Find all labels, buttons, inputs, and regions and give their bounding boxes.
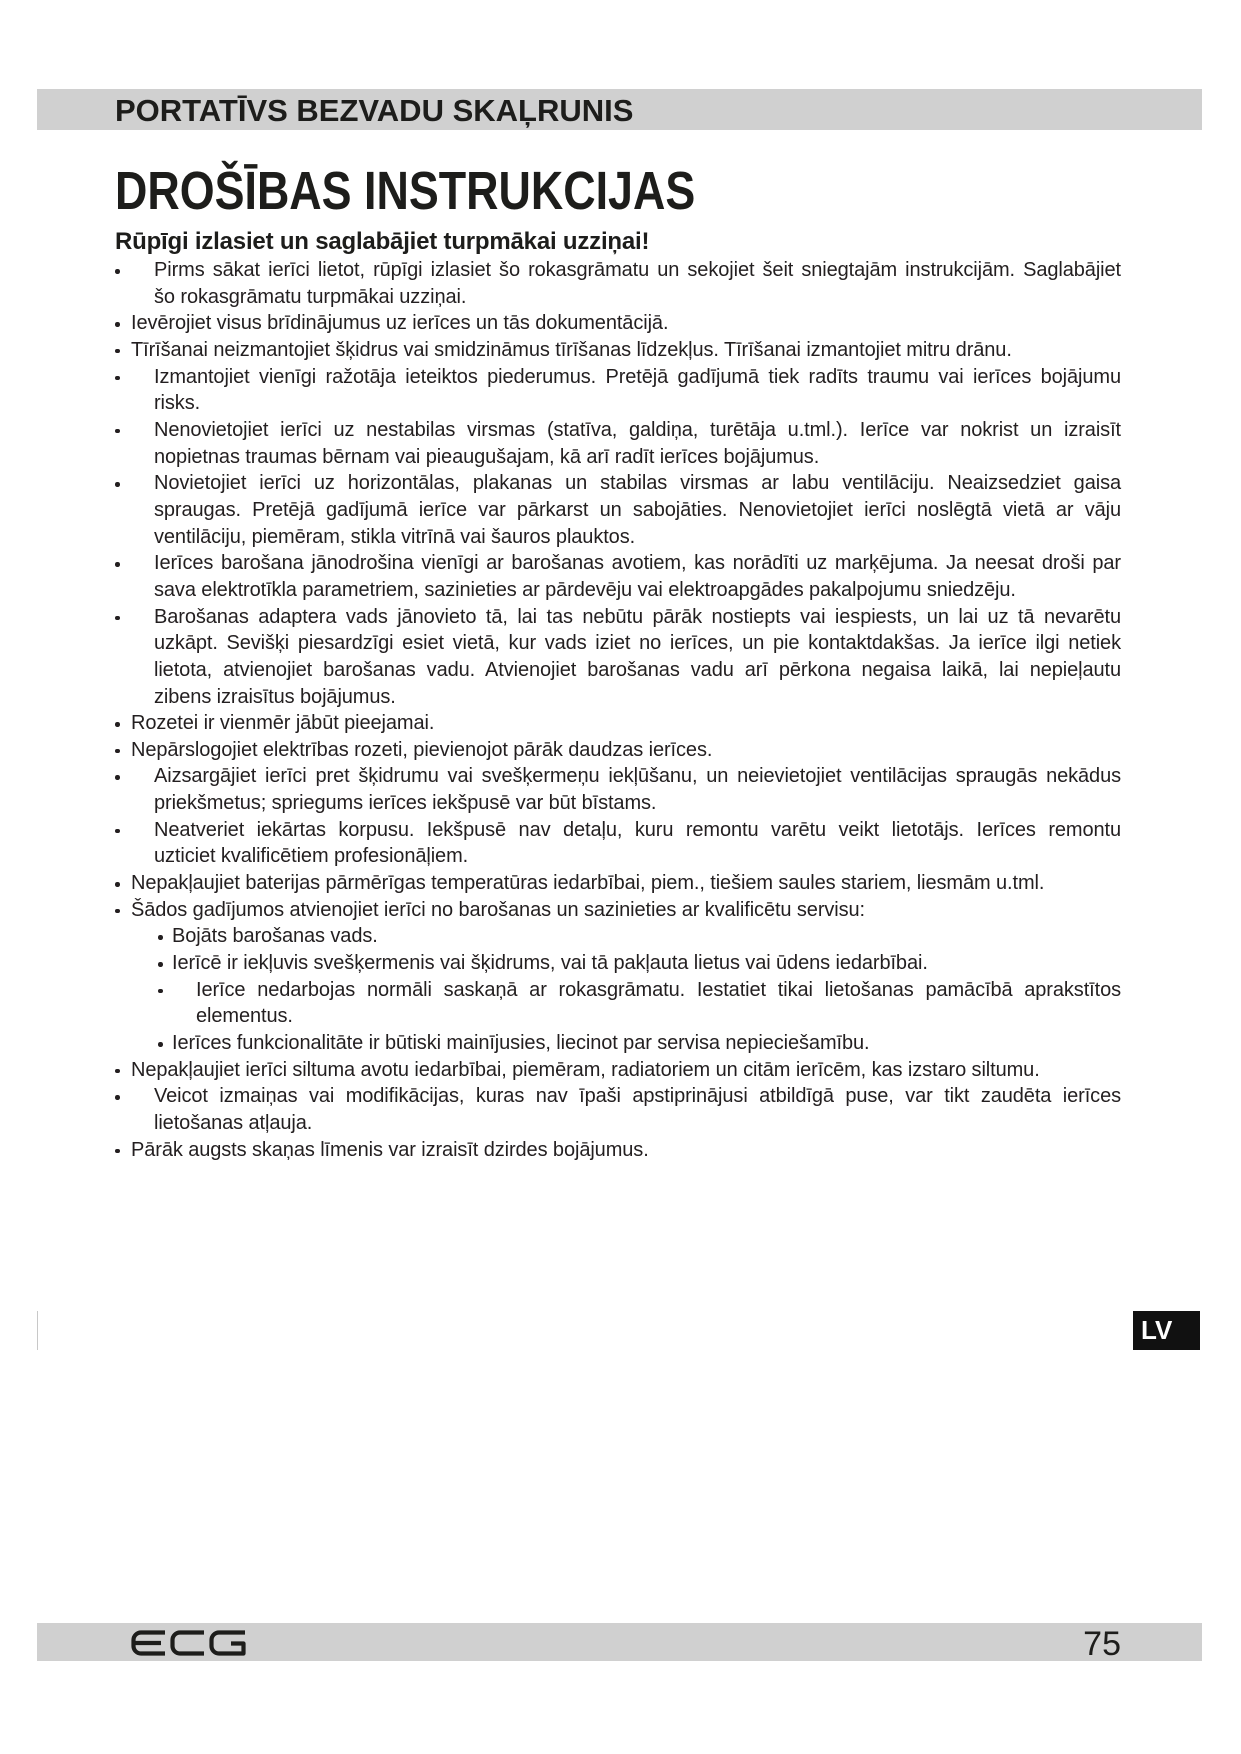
list-item [0,870,1241,897]
bullet-icon [158,962,163,967]
bullet-icon [115,775,120,780]
bullet-icon [158,1042,163,1047]
bullet-icon [115,429,120,434]
list-item-text: Pirms sākat ierīci lietot, rūpīgi izlasiet šo rokasgrāmatu un sekojiet šeit sniegtajām instrukcijām. Saglabājiet [154,259,1121,281]
list-item [0,710,1241,737]
list-item-text: Nepakļaujiet ierīci siltuma avotu iedarbībai, piemēram, radiatoriem un citām ierīcēm, kas izstaro siltumu. [131,1058,1040,1081]
list-item-text: Nenovietojiet ierīci uz nestabilas virsmas (statīva, galdiņa, turētāja u.tml.). Ierīce var nokrist un izraisīt [154,418,1121,441]
list-item [0,604,1241,711]
list-item-text: uzticiet kvalificētiem profesionāļiem. [154,845,469,868]
list-item-text: nopietnas traumas bērnam vai pieaugušajam, kā arī radīt ierīces bojājumus. [154,445,820,468]
bullet-icon [115,269,120,274]
bullet-icon [115,322,120,327]
list-item-text: Šādos gadījumos atvienojiet ierīci no barošanas un sazinieties ar kvalificētu servisu: [131,898,866,921]
list-item-text: risks. [154,392,201,415]
bullet-icon [115,376,120,381]
list-item-text: Novietojiet ierīci uz horizontālas, plakanas un stabilas virsmas ar labu ventilāciju. Neaizsedziet gaisa [154,472,1121,495]
list-item-text: Izmantojiet vienīgi ražotāja ieteiktos piederumus. Pretējā gadījumā tiek radīts traumu vai ierīces bojājumu [154,365,1121,388]
list-item-text: spraugas. Pretējā gadījumā ierīce var pārkarst un sabojāties. Nenovietojiet ierīci noslēgtā vietā ar vāju [154,498,1121,521]
sub-list-item [0,977,1241,1030]
sub-list-item [0,950,1241,977]
sub-list-item-text: Ierīce nedarbojas normāli saskaņā ar rokasgrāmatu. Iestatiet tikai lietošanas pamācībā aprakstītos [196,978,1121,1001]
list-item-with-subitems [0,897,1241,1057]
list-item-text: lietošanas atļauja. [154,1112,313,1134]
bullet-icon [115,349,120,354]
list-item [0,470,1241,550]
sub-list-item-text: Ierīces funkcionalitāte ir būtiski mainījusies, liecinot par servisa nepieciešamību. [172,1032,870,1055]
list-item [0,737,1241,764]
logo-letter-e [134,1633,166,1654]
list-item-text: Nepakļaujiet baterijas pārmērīgas temperatūras iedarbībai, piem., tiešiem saules stariem, liesmām u.tml. [131,872,1045,895]
sub-list-item-text: Bojāts barošanas vads. [172,925,378,948]
list-item [0,257,1241,310]
language-tab: LV [1133,1311,1200,1350]
bullet-icon [115,909,120,914]
list-item-text: sava elektrotīkla parametriem, sazinieties ar pārdevēju vai elektroapgādes pakalpojumu sniedzēju. [154,578,1016,601]
list-item [0,817,1241,870]
sub-list-item-text: Ierīcē ir iekļuvis svešķermenis vai šķidrums, vai tā pakļauta lietus vai ūdens iedarbībai. [172,952,928,975]
bullet-icon [115,616,120,621]
list-item [0,417,1241,470]
list-item-text: Veicot izmaiņas vai modifikācijas, kuras nav īpaši apstiprinājusi atbildīgā puse, var tikt zaudēta ierīces [154,1085,1121,1108]
logo-letter-c [173,1633,205,1654]
bullet-icon [115,482,120,487]
list-item-text: Barošanas adaptera vads jānovieto tā, lai tas nebūtu pārāk nostiepts vai iespiests, un lai uz tā nevarētu [154,605,1121,628]
list-item-text: zibens izraisītus bojājumus. [154,685,396,708]
list-item [0,364,1241,417]
page-number: 75 [1083,1625,1121,1663]
safety-list [0,257,1241,1163]
list-item [0,1083,1241,1136]
list-item-text: Ierīces barošana jānodrošina vienīgi ar barošanas avotiem, kas norādīti uz marķējuma. Ja neesat droši par [154,552,1121,575]
list-item-text: Nepārslogojiet elektrības rozeti, pievienojot pārāk daudzas ierīces. [131,738,713,761]
list-item-text: uzkāpt. Sevišķi piesardzīgi esiet vietā, kur vads iziet no ierīces, un pie kontaktdakšas. Ja ierīce ilgi netiek [154,632,1121,655]
subtitle: Rūpīgi izlasiet un saglabājiet turpmākai uzziņai! [115,228,650,255]
sub-list-item [0,1030,1241,1057]
list-item-text: Pārāk augsts skaņas līmenis var izraisīt dzirdes bojājumus. [131,1138,649,1161]
list-item-text: Ievērojiet visus brīdinājumus uz ierīces un tās dokumentācijā. [131,312,669,335]
list-item-text: Neatveriet iekārtas korpusu. Iekšpusē nav detaļu, kuru remontu varētu veikt lietotājs. Ierīces remontu [154,818,1121,841]
bullet-icon [115,882,120,887]
list-item [0,310,1241,337]
list-item [0,337,1241,364]
bullet-icon [158,935,163,940]
sub-list-item-text: elementus. [196,1005,293,1028]
bullet-icon [115,1095,120,1100]
logo-letter-g [212,1633,246,1654]
bullet-icon [115,722,120,727]
list-item-text: Tīrīšanai neizmantojiet šķidrus vai smidzināmus tīrīšanas līdzekļus. Tīrīšanai izmantojiet mitru drānu. [131,338,1012,361]
list-item [0,763,1241,816]
ecg-logo [131,1630,248,1656]
list-item-text: šo rokasgrāmatu turpmākai uzziņai. [154,285,467,308]
bullet-icon [115,562,120,567]
page-title: DROŠĪBAS INSTRUKCIJAS [115,161,696,221]
list-item-text: Aizsargājiet ierīci pret šķidrumu vai svešķermeņu iekļūšanu, un neievietojiet ventilācijas spraugās nekādus [154,765,1121,788]
list-item [0,1057,1241,1084]
list-item-text: lietota, atvienojiet barošanas vadu. Atvienojiet barošanas vadu arī pērkona negaisa laikā, lai nepieļautu [154,658,1121,681]
sub-list-item [0,923,1241,950]
list-item-text: priekšmetus; spriegums ierīces iekšpusē var būt bīstams. [154,792,657,815]
bullet-icon [158,989,163,994]
list-item [0,1137,1241,1164]
list-item-text: ventilāciju, piemēram, stikla vitrīnā vai šauros plauktos. [154,525,636,548]
margin-divider [37,1311,38,1350]
list-item-text: Rozetei ir vienmēr jābūt pieejamai. [131,712,435,735]
bullet-icon [115,1149,120,1154]
bullet-icon [115,1069,120,1074]
bullet-icon [115,749,120,754]
product-title: PORTATĪVS BEZVADU SKAĻRUNIS [115,93,634,128]
list-item [0,550,1241,603]
bullet-icon [115,829,120,834]
